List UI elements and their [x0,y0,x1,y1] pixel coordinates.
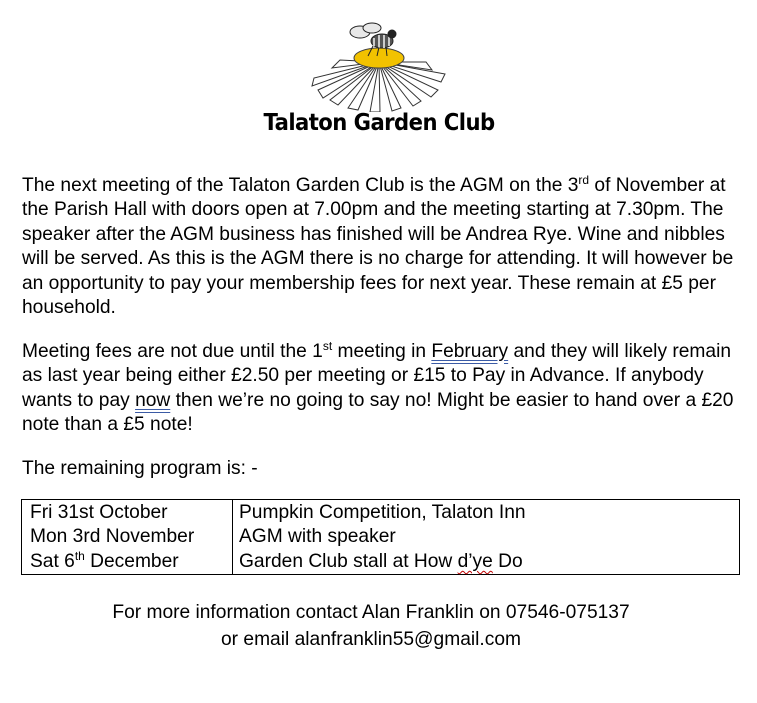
fees-paragraph [22,340,742,438]
intro-paragraph [22,174,742,320]
contact-phone-line: For more information contact Alan Franklin on 07546-075137 [112,602,630,623]
fees-now-word: now [135,389,171,411]
fees-superscript: st [322,339,333,353]
intro-text: The next meeting of the Talaton Garden Club is the AGM on the 3 [22,175,579,196]
contact-email-line: or email alanfranklin55@gmail.com [221,629,521,650]
program-event-part: Garden Club stall at How [239,550,458,572]
program-date: Mon 3rd November [22,525,233,549]
fees-text: Meeting fees are not due until the 1 [22,341,323,362]
table-row [22,525,740,549]
fees-february-word: February [431,341,509,362]
program-heading: The remaining program is: - [22,458,258,479]
program-event: Pumpkin Competition, Talaton Inn [233,500,740,526]
program-date-part: Sat 6 [30,550,75,572]
intro-text-rest: of November at the Parish Hall with doors open at 7.00pm and the meeting starting at 7.30pm. The speaker after the AGM business has finished will be Andrea Rye. Wine and nibbles will be served. As this is the AGM there is no charge for attending. It will however be an opportunity to pay your membership fees for next year. These remain at £5 per household. [22,175,734,319]
program-date: Fri 31st October [22,500,233,526]
club-name-title: Talaton Garden Club [263,110,495,136]
daisy-center [354,48,404,68]
fees-text-2: meeting in [332,341,432,362]
program-event-part: Do [492,550,523,572]
program-event: AGM with speaker [233,525,740,549]
fees-text-4: then we’re no going to say no! Might be easier to hand over a £20 note than a £5 note! [22,389,734,436]
table-row [22,500,740,526]
intro-superscript: rd [578,173,590,187]
program-date-superscript: th [74,548,85,563]
program-date [22,550,233,575]
program-event-misspelled: d’ye [457,550,493,572]
fees-text-3: and they will likely remain as last year being either £2.50 per meeting or £15 to Pay in Advance. If anybody wants to pay [22,341,732,411]
table-row [22,550,740,575]
program-event [233,550,740,575]
program-table [21,499,740,575]
program-date-part: December [84,550,179,572]
